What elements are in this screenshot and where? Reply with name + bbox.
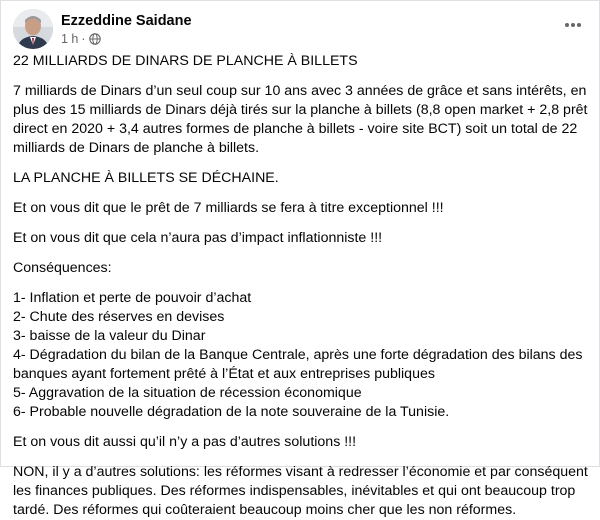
author-name[interactable]: Ezzeddine Saidane xyxy=(61,12,192,29)
paragraph-inflation: Et on vous dit que cela n’aura pas d’impact inflationniste !!! xyxy=(13,230,383,246)
paragraph-consequences-title: Conséquences: xyxy=(13,260,112,276)
author-avatar[interactable] xyxy=(13,9,53,49)
paragraph-no-solutions: Et on vous dit aussi qu’il n’y a pas d’autres solutions !!! xyxy=(13,434,357,450)
post-header xyxy=(13,9,192,49)
post-time[interactable]: 1 h xyxy=(61,31,79,46)
consequence-item-1: 1- Inflation et perte de pouvoir d’achat xyxy=(13,290,252,306)
consequence-item-3: 3- baisse de la valeur du Dinar xyxy=(13,328,206,344)
consequence-item-6: 6- Probable nouvelle dégradation de la note souveraine de la Tunisie. xyxy=(13,404,450,420)
globe-icon[interactable] xyxy=(89,33,101,45)
paragraph-headline-2: LA PLANCHE À BILLETS SE DÉCHAINE. xyxy=(13,170,279,186)
consequence-item-2: 2- Chute des réserves en devises xyxy=(13,309,225,325)
paragraph-exceptional: Et on vous dit que le prêt de 7 milliards se fera à titre exceptionnel !!! xyxy=(13,200,444,216)
paragraph-summary: 7 milliards de Dinars d’un seul coup sur 10 ans avec 3 années de grâce et sans intérêts, en plus des 15 milliards de Dinars déjà tirés sur la planche à billets (8,8 open market + 2,8 prêt direct en 2020 + 3,4 autres formes de planche à billets - voire site BCT) soit un total de 22 milliards de Dinars de planche à billets. xyxy=(13,83,588,156)
avatar-image xyxy=(13,9,53,49)
paragraph-conclusion: NON, il y a d’autres solutions: les réformes visant à redresser l’économie et par conséquent les finances publiques. Des réformes indispensables, inévitables et qui ont beaucoup trop tardé. Des réformes qui coûteraient beaucoup moins cher que les non réformes. xyxy=(13,464,588,518)
post-body xyxy=(13,52,591,520)
separator-dot: · xyxy=(81,31,86,46)
post-subline xyxy=(61,31,192,47)
more-horizontal-icon xyxy=(564,22,582,28)
post-meta xyxy=(61,12,192,47)
consequence-item-4: 4- Dégradation du bilan de la Banque Centrale, après une forte dégradation des bilans des banques ayant fortement prêté à l’État et aux entreprises publiques xyxy=(13,347,583,382)
more-options-button[interactable] xyxy=(561,13,585,37)
consequence-item-5: 5- Aggravation de la situation de récession économique xyxy=(13,385,362,401)
post-headline: 22 MILLIARDS DE DINARS DE PLANCHE À BILLETS xyxy=(13,53,358,69)
